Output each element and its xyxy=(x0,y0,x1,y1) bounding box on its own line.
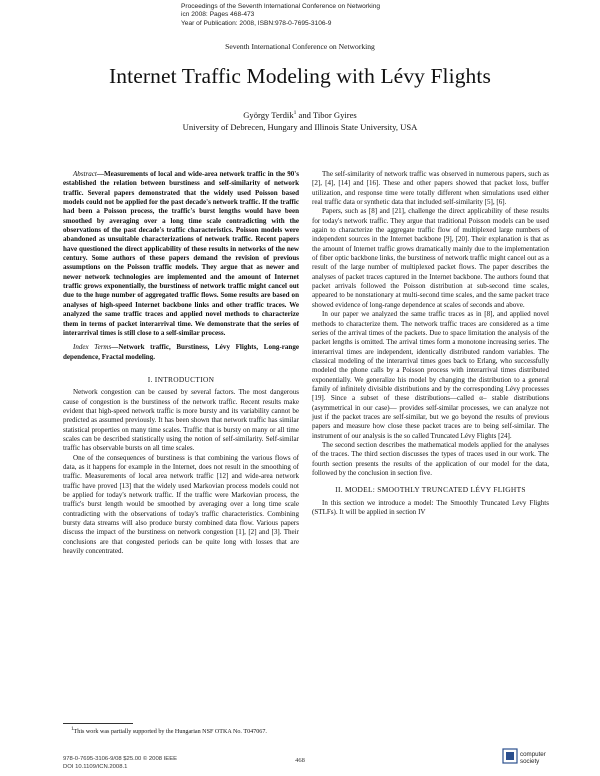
section-2-heading: II. MODEL: SMOOTHLY TRUNCATED LÉVY FLIGHTS xyxy=(335,485,526,495)
abstract-text: —Measurements of local and wide-area network traffic in the 90's established the relation between burstiness and self-similarity of network traffic. Several papers demonstrated that the widely used Poisson based models could not be applied for the past decade's network traffic. If the traffic had been a Poisson process, the traffic's burst lengths would have been smoothed by averaging over a long time scale contradicting with the observations of the past decade's traffic characteristics. Poisson models were abandoned as unsuitable characterizations of network traffic. Recent papers have questioned the direct applicability of these results in networks of the new century. Some authors of these papers demand the revision of previous assumptions on the Poisson traffic models. They argue that as newer and newer network technologies are implemented and the amount of Internet traffic grows exponentially, the burstiness of network traffic might cancel out due to the huge number of aggregated traffic flows. Some results are based on analyses of high-speed Internet backbone links and other traffic traces. We analyzed the same traffic traces and applied novel methods to characterize them in terms of packet interarrival time. We demonstrate that the series of interarrival times is still close to a self-similar process. xyxy=(63,170,299,337)
index-terms-text: —Network traffic, Burstiness, Lévy Flights, Long-range dependence, Fractal modeling. xyxy=(63,343,299,361)
author-names-a: György Terdik xyxy=(243,109,294,120)
isbn-line: 978-0-7695-3106-9/08 $25.00 © 2008 IEEE xyxy=(63,756,178,762)
right-column xyxy=(312,170,549,517)
right-paragraph-3: In our paper we analyzed the same traffic traces as in [8], and applied novel methods to characterize them. The network traffic traces are considered as a time series of the arrival times of the packets. Due to space limitation the analysis of the packet lengths is omitted. The arrival times form a monotone increasing series. The interarrival times are independent, identically distributed random variables. The classical modeling of the interarrival times goes back to Erlang, who successfully modeled the phone calls by a Poisson process with interarrival times distributed exponentially. We generalize his model by changing the distribution to a general family of infinitely divisible distributions and by the corresponding Lévy processes [19]. Since a subset of these distributions—called α– stable distributions (asymmetrical in our case)— provides self-similar processes, we can analyze not just if the packet traces are self-similar, but we go beyond the results of previous papers and measure how close these packet traces are to being self-similar. The instrument of our analysis is the so called Truncated Lévy Flights [24]. xyxy=(312,310,549,440)
right-paragraph-1: The self-similarity of network traffic was observed in numerous papers, such as [2], [4], [14] and [16]. These and other papers showed that packet loss, buffer utilization, and response time were totally different when simulations used either real traffic data or synthetic data that included self-similarity [5], [6]. xyxy=(312,170,549,207)
abstract xyxy=(63,170,299,338)
footnote-text: This work was partially supported by the Hungarian NSF OTKA No. T047067. xyxy=(73,729,267,736)
footnote xyxy=(63,726,299,737)
author-block xyxy=(0,107,600,133)
right-paragraph-4: The second section describes the mathematical models applied for the analyses of the traces. The third section discusses the types of traces used in our work. The fourth section presents the results of the application of our model for the data, followed by the conclusion in section five. xyxy=(312,440,549,477)
proceedings-line-1: Proceedings of the Seventh International Conference on Networking xyxy=(181,3,381,10)
section-1-heading: I. INTRODUCTION xyxy=(147,374,215,384)
index-terms xyxy=(63,343,299,362)
doi-line: DOI 10.1109/ICN.2008.1 xyxy=(63,763,128,770)
page-number: 468 xyxy=(295,757,305,764)
author-affiliation: University of Debrecen, Hungary and Illinois State University, USA xyxy=(182,121,418,132)
logo-line-1: computer xyxy=(520,751,546,758)
footnote-mark: 1 xyxy=(293,110,297,116)
right-paragraph-2: Papers, such as [8] and [21], challenge the direct applicability of these results for today's network traffic. They argue that traditional Poisson models can be used again to characterize the aggregate traffic flow of multiplexed large numbers of independent sources in the Internet backbone [9], [20]. Their explanation is that as the amount of Internet traffic grows dramatically mainly due to the implementation of fiber optic backbone links, the burstiness of network traffic might cancel out as a result of the large number of multiplexed packet flows. The paper describes the analyses of packet traces captured in the Internet backbone. The authors found that packet arrivals followed the Poisson distribution at sub-second time scales, appeared to be nonstationary at multi-second time scales, and the same packet trace showed evidence of long-range dependence at scales of seconds and above. xyxy=(312,207,549,309)
abstract-label: Abstract xyxy=(73,170,97,178)
paper-title: Internet Traffic Modeling with Lévy Flights xyxy=(109,64,491,88)
intro-paragraph-1: Network congestion can be caused by several factors. The most dangerous cause of congestion is the burstiness of the network traffic. Recent results make evident that high-speed network traffic is more bursty and its variability cannot be predicted as assumed previously. It has been shown that network traffic has similar statistical properties on many time scales. Traffic that is bursty on many or all time scales can be described statistically using the notion of self-similarity. Self-similar traffic has observable bursts on all time scales. xyxy=(63,388,299,453)
left-column xyxy=(63,170,299,556)
footnote-rule xyxy=(63,723,133,724)
proceedings-header xyxy=(181,3,441,28)
proceedings-line-2: icn 2008: Pages 468-473 xyxy=(181,11,255,19)
author-names-b: and Tibor Gyires xyxy=(296,109,357,120)
proceedings-line-3: Year of Publication: 2008, ISBN:978-0-7695-3106-9 xyxy=(181,19,332,27)
intro-paragraph-2: One of the consequences of burstiness is that combining the various flows of data, as it happens for example in the Internet, does not result in the smoothing of traffic. Measurements of local area network traffic [12] and wide-area network traffic have proved [13] that the widely used Markovian process models could not be applied for today's network traffic. If the traffic were Markovian process, the traffic's burst length would be smoothed by averaging over a long time scale contradicting with the observations of today's traffic characteristics. Combining bursty data streams will also produce bursty combined data flow. Various papers discuss the impact of the burstiness on network congestion [1], [2] and [3]. Their conclusions are that congested periods can be quite long with losses that are heavily concentrated. xyxy=(63,453,299,556)
conference-name: Seventh International Conference on Networking xyxy=(225,42,375,51)
logo-line-2: society xyxy=(520,757,540,765)
index-terms-label: Index Terms xyxy=(73,343,112,352)
author-names xyxy=(0,107,600,121)
right-paragraph-5: In this section we introduce a model: The Smoothly Truncated Levy Flights (STLFs). It will be applied in section IV xyxy=(312,498,549,517)
logo-text xyxy=(520,752,546,765)
footnote-number: 1 xyxy=(71,726,74,732)
